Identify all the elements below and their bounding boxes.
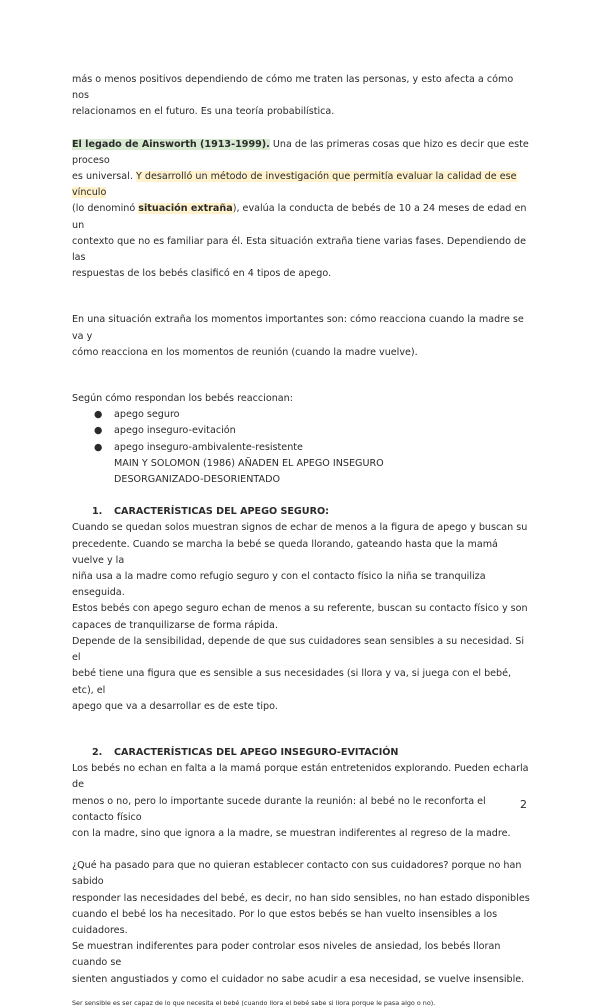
text-line: bebé tiene una figura que es sensible a sus necesidades (si llora y va, si juega con el bebé, etc), el <box>72 668 512 696</box>
text-line: sienten angustiados y como el cuidador no sabe acudir a esa necesidad, se vuelve insensible. <box>72 973 525 985</box>
section-heading-apego-evitacion: 2. CARACTERÍSTICAS DEL APEGO INSEGURO-EVITACIÓN <box>92 746 399 758</box>
text-line: niña usa a la madre como refugio seguro y con el contacto físico la niña se tranquiliza enseguida. <box>72 571 486 599</box>
text-line: Estos bebés con apego seguro echan de menos a su referente, buscan su contacto físico y son <box>72 603 528 615</box>
bullet-icon: ● <box>94 409 103 421</box>
intro-paragraph <box>72 72 530 121</box>
page-number: 2 <box>520 798 527 811</box>
moments-paragraph <box>72 312 530 361</box>
ainsworth-heading: El legado de Ainsworth (1913-1999). <box>72 138 270 150</box>
text-line: ¿Qué ha pasado para que no quieran establecer contacto con sus cuidadores? porque no han sabido <box>72 860 522 888</box>
apego-seguro-paragraph <box>72 520 530 714</box>
text-line: En una situación extraña los momentos importantes son: cómo reacciona cuando la madre se va y <box>72 314 524 342</box>
text-line: más o menos positivos dependiendo de cómo me traten las personas, y esto afecta a cómo nos <box>72 74 514 102</box>
bullet-icon: ● <box>94 425 103 437</box>
document-page <box>72 72 530 1008</box>
list-item: ● apego inseguro-ambivalente-resistente <box>94 440 530 456</box>
text-line: respuestas de los bebés clasificó en 4 tipos de apego. <box>72 268 332 280</box>
text-line: contexto que no es familiar para él. Esta situación extraña tiene varias fases. Dependiendo de las <box>72 235 527 264</box>
text-line: responder las necesidades del bebé, es decir, no han sido sensibles, no han estado disponibles <box>72 892 530 904</box>
text-line: menos o no, pero lo importante sucede durante la reunión: al bebé no le reconforta el contacto físico <box>72 795 486 823</box>
attachment-types-list <box>72 407 530 456</box>
text-line: Los bebés no echan en falta a la mamá porque están entretenidos explorando. Pueden echarla de <box>72 763 529 791</box>
list-item: ● apego inseguro-evitación <box>94 423 530 439</box>
highlighted-text: Y desarrolló un método de investigación que permitía evaluar la calidad de ese vínculo <box>72 171 517 199</box>
ainsworth-paragraph: El legado de Ainsworth (1913-1999). Una de las primeras cosas que hizo es decir que este proceso es universal. Y desarrolló un método de investigación que permitía evaluar la calidad de ese vínculo (lo denominó situación extraña), evalúa la conducta de bebés de 10 a 24 meses de edad en un contexto que no es familiar para él. Esta situación extraña tiene varias fases. Dependiendo de las respuestas de los bebés clasificó en 4 tipos de apego. <box>72 137 530 283</box>
text-line: precedente. Cuando se marcha la bebé se queda llorando, gateando hasta que la mamá vuelve y la <box>72 538 498 566</box>
footnote: Ser sensible es ser capaz de lo que necesita el bebé (cuando llora el bebé sabe si llora porque le pasa algo o no). <box>72 998 436 1007</box>
text-line: Se muestran indiferentes para poder controlar esos niveles de ansiedad, los bebés lloran cuando se <box>72 941 501 969</box>
list-item: ● apego seguro <box>94 407 530 423</box>
text-line: cómo reacciona en los momentos de reunión (cuando la madre vuelve). <box>72 346 418 358</box>
text-line: relacionamos en el futuro. Es una teoría probabilística. <box>72 106 335 118</box>
text-line: cuando el bebé los ha necesitado. Por lo que estos bebés se han vuelto insensibles a los cuidadores. <box>72 908 498 936</box>
situacion-extrana-term: situación extraña <box>138 203 233 215</box>
responses-intro: Según cómo respondan los bebés reaccionan: <box>72 393 293 405</box>
apego-evitacion-paragraph <box>72 761 530 842</box>
bullet-icon: ● <box>94 441 103 453</box>
main-solomon-note: MAIN Y SOLOMON (1986) AÑADEN EL APEGO INSEGURO DESORGANIZADO-DESORIENTADO <box>114 457 384 486</box>
text-line: apego que va a desarrollar es de este tipo. <box>72 700 278 712</box>
text-line: Depende de la sensibilidad, depende de que sus cuidadores sean sensibles a su necesidad. Si el <box>72 635 525 664</box>
text-line: capaces de tranquilizarse de forma rápida. <box>72 619 278 631</box>
text-line: Cuando se quedan solos muestran signos de echar de menos a la figura de apego y buscan su <box>72 522 528 534</box>
text-line: con la madre, sino que ignora a la madre, se muestran indiferentes al regreso de la madre. <box>72 827 511 839</box>
section-heading-apego-seguro: 1. CARACTERÍSTICAS DEL APEGO SEGURO: <box>92 506 329 518</box>
evitacion-explanation-paragraph <box>72 858 530 988</box>
